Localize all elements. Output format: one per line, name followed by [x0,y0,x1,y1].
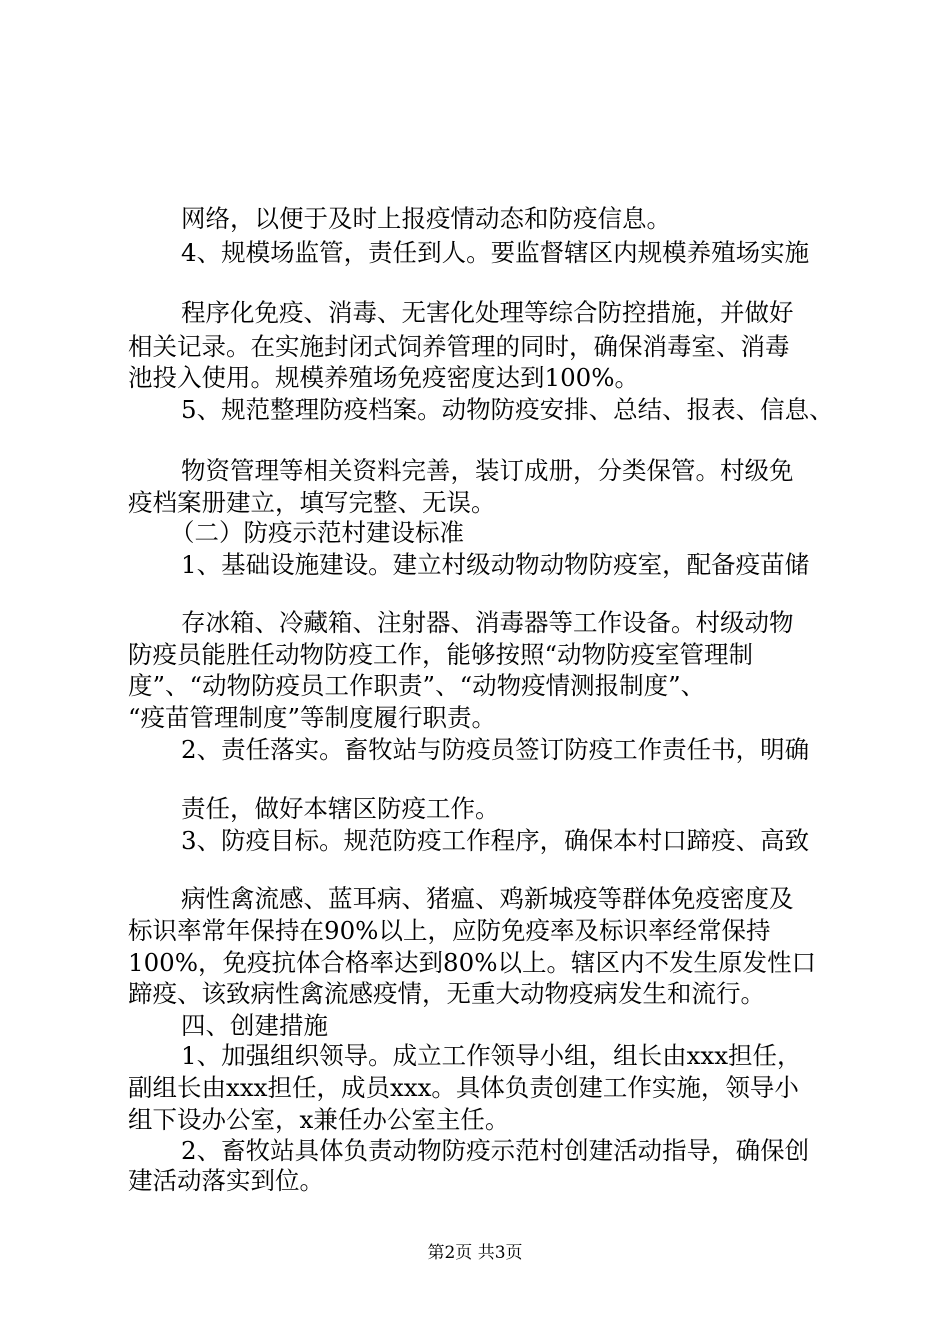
text-line: 网络，以便于及时上报疫情动态和防疫信息。 [181,204,671,233]
text-line: 程序化免疫、消毒、无害化处理等综合防控措施，并做好 [181,298,794,327]
text-line: 病性禽流感、蓝耳病、猪瘟、鸡新城疫等群体免疫密度及 [181,884,794,913]
text-line: 度”、“动物防疫员工作职责”、“动物疫情测报制度”、 [128,671,706,700]
text-line: 4、规模场监管，责任到人。要监督辖区内规模养殖场实施 [181,238,810,267]
text-line: 蹄疫、该致病性禽流感疫情，无重大动物疫病发生和流行。 [128,979,765,1008]
text-line: 1、基础设施建设。建立村级动物动物防疫室，配备疫苗储 [181,550,810,579]
section-heading: 四、创建措施 [181,1011,328,1040]
text-line: 池投入使用。规模养殖场免疫密度达到100%。 [128,363,640,392]
text-line: 相关记录。在实施封闭式饲养管理的同时，确保消毒室、消毒 [128,332,790,361]
text-line: 3、防疫目标。规范防疫工作程序，确保本村口蹄疫、高致 [181,826,810,855]
text-line: 存冰箱、冷藏箱、注射器、消毒器等工作设备。村级动物 [181,608,794,637]
text-line: “疫苗管理制度”等制度履行职责。 [128,703,497,732]
section-heading: （二）防疫示范村建设标准 [170,518,464,547]
text-line: 组下设办公室，x兼任办公室主任。 [128,1105,510,1134]
text-line: 物资管理等相关资料完善，装订成册，分类保管。村级免 [181,456,794,485]
text-line: 责任，做好本辖区防疫工作。 [181,794,500,823]
text-line: 防疫员能胜任动物防疫工作，能够按照“动物防疫室管理制 [128,640,754,669]
text-line: 建活动落实到位。 [128,1166,324,1195]
text-line: 5、规范整理防疫档案。动物防疫安排、总结、报表、信息、 [181,395,834,424]
text-line: 2、畜牧站具体负责动物防疫示范村创建活动指导，确保创 [181,1136,810,1165]
text-line: 2、责任落实。畜牧站与防疫员签订防疫工作责任书，明确 [181,735,810,764]
text-line: 100%，免疫抗体合格率达到80%以上。辖区内不发生原发性口 [128,948,816,977]
page-footer: 第2页 共3页 [427,1243,523,1263]
text-line: 副组长由xxx担任，成员xxx。具体负责创建工作实施，领导小 [128,1073,799,1102]
text-line: 疫档案册建立，填写完整、无误。 [128,488,496,517]
text-line: 1、加强组织领导。成立工作领导小组，组长由xxx担任， [181,1041,802,1070]
text-line: 标识率常年保持在90%以上，应防免疫率及标识率经常保持 [128,916,771,945]
